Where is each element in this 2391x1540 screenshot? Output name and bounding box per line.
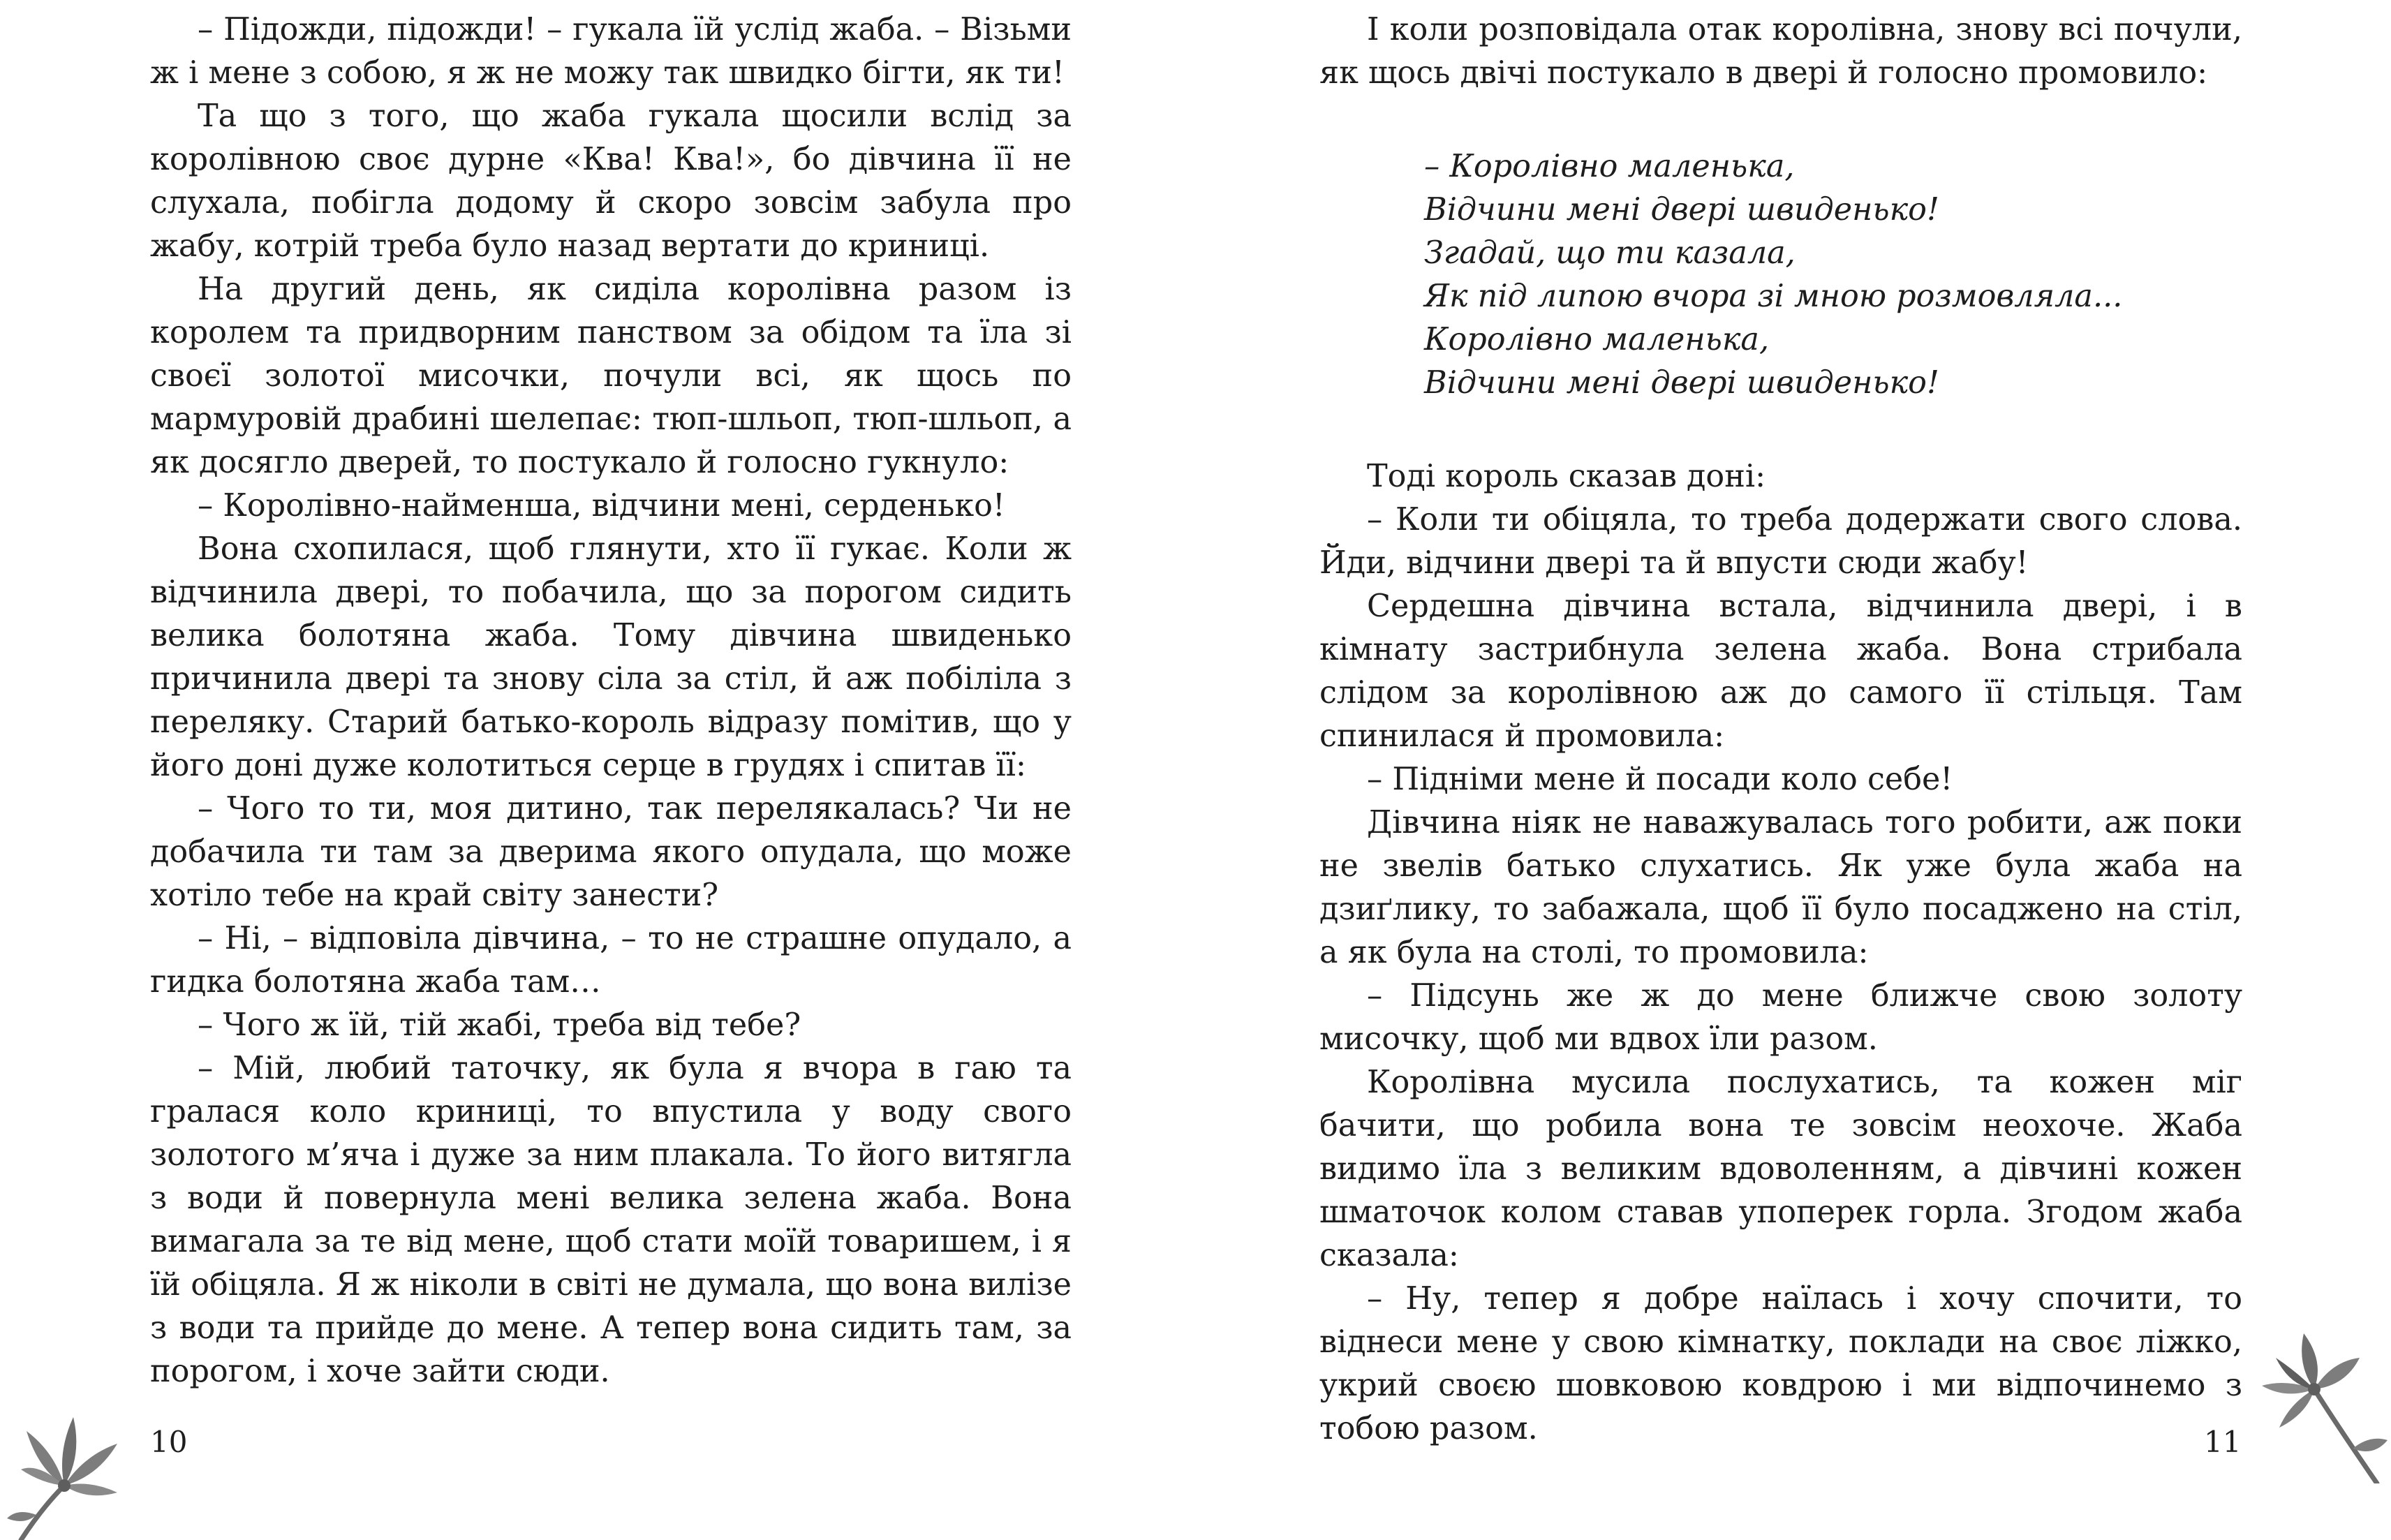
flower-petal xyxy=(64,1484,117,1496)
poem-line: Згадай, що ти казала, xyxy=(1424,235,1796,271)
right-page-text xyxy=(1319,8,2242,1451)
flower-icon xyxy=(2255,1330,2391,1483)
flower-stem xyxy=(2314,1389,2377,1483)
left-page xyxy=(0,0,1195,1540)
flower-leaf xyxy=(2353,1439,2388,1451)
poem-line: Як під липою вчора зі мною розмовляла... xyxy=(1424,279,2123,314)
paragraph: Та що з того, що жаба гукала щосили вслід за королівною своє дурне «Ква! Ква!», бо дівчина її не слухала, побігла додому й скоро зовсім забула про жабу, котрій треба було назад вертати до криниці. xyxy=(150,98,1072,264)
left-page-text xyxy=(150,8,1072,1393)
paragraph: – Підожди, підожди! – гукала їй услід жаба. – Візьми ж і мене з собою, я ж не можу так швидко бігти, як ти! xyxy=(150,12,1072,91)
paragraph: – Мій, любий таточку, як була я вчора в гаю та гралася коло криниці, то впустила у воду свого золотого м’яча і дуже за ним плакала. То його витягла з води й повернула мені велика зелена жаба. Вона вимагала за те від мене, щоб стати моїй товаришем, і я їй обіцяла. Я ж ніколи в світі не думала, що вона вилізе з води та прийде до мене. А тепер вона сидить там, за порогом, і хоче зайти сюди. xyxy=(150,1051,1072,1389)
flower-center xyxy=(58,1479,71,1492)
paragraph: – Королівно-найменша, відчини мені, серденько! xyxy=(198,488,1005,524)
paragraph: Сердешна дівчина встала, відчинила двері, і в кімнату застрибнула зелена жаба. Вона стрибала слідом за королівною аж до самого її стільця. Там спинилася й промовила: xyxy=(1319,588,2242,754)
paragraph: – Ну, тепер я добре наїлась і хочу спочити, то віднеси мене у свою кімнатку, поклади на своє ліжко, укрий своєю шовковою ковдрою і ми відпочинемо з тобою разом. xyxy=(1319,1281,2242,1446)
right-page xyxy=(1195,0,2391,1540)
paragraph: – Коли ти обіцяла, то треба додержати свого слова. Йди, відчини двері та й впусти сюди жабу! xyxy=(1319,502,2242,581)
poem-line: Королівно маленька, xyxy=(1424,322,1770,357)
flower-center xyxy=(2308,1383,2320,1395)
poem xyxy=(1319,145,2242,405)
flower-icon xyxy=(0,1403,133,1540)
paragraph: Королівна мусила послухатись, та кожен міг бачити, що робила вона те зовсім неохоче. Жаба видимо їла з великим вдоволенням, а дівчині кожен шматочок колом ставав упоперек горла. Згодом жаба сказала: xyxy=(1319,1065,2242,1273)
flower-leaf xyxy=(7,1512,36,1521)
paragraph: І коли розповідала отак королівна, знову всі почули, як щось двічі постукало в двері й голосно промовило: xyxy=(1319,12,2242,91)
paragraph: – Підніми мене й посади коло себе! xyxy=(1367,762,1953,797)
paragraph: – Ні, – відповіла дівчина, – то не страшне опудало, а гидка болотяна жаба там… xyxy=(150,921,1072,1000)
page-number-left: 10 xyxy=(150,1425,188,1459)
poem-line: Відчини мені двері швиденько! xyxy=(1424,365,1939,401)
paragraph: На другий день, як сиділа королівна разом із королем та придворним панством за обідом та їла зі своєї золотої мисочки, почули всі, як щось по мармуровій драбині шелепає: тюп-шльоп, тюп-шльоп, а як досягло дверей, то постукало й голосно гукнуло: xyxy=(150,272,1072,480)
paragraph: – Чого то ти, моя дитино, так перелякалась? Чи не добачила ти там за дверима якого опудалa, що може хотіло тебе на край світу занести? xyxy=(150,791,1072,913)
paragraph: – Чого ж їй, тій жабі, треба від тебе? xyxy=(198,1007,801,1043)
paragraph: Вона схопилася, щоб глянути, хто її гукає. Коли ж відчинила двері, то побачила, що за порогом сидить велика болотяна жаба. Тому дівчина швиденько причинила двері та знову сіла за стіл, й аж побіліла з переляку. Старий батько-король відразу помітив, що у його доні дуже колотиться серце в грудях і спитав її: xyxy=(150,531,1072,783)
page-number-right: 11 xyxy=(2204,1425,2242,1459)
flower-petal xyxy=(2314,1358,2360,1389)
poem-line: – Королівно маленька, xyxy=(1424,149,1795,184)
paragraph: Тоді король сказав доні: xyxy=(1367,459,1766,494)
paragraph: Дівчина ніяк не наважувалась того робити, аж поки не звелів батько слухатись. Як уже була жаба на дзиґлику, то забажала, щоб її було посаджено на стіл, а як була на столі, то промовила: xyxy=(1319,805,2242,970)
poem-line: Відчини мені двері швиденько! xyxy=(1424,192,1939,228)
flower-petal xyxy=(2279,1389,2314,1428)
paragraph: – Підсунь же ж до мене ближче свою золоту мисочку, щоб ми вдвох їли разом. xyxy=(1319,978,2242,1057)
